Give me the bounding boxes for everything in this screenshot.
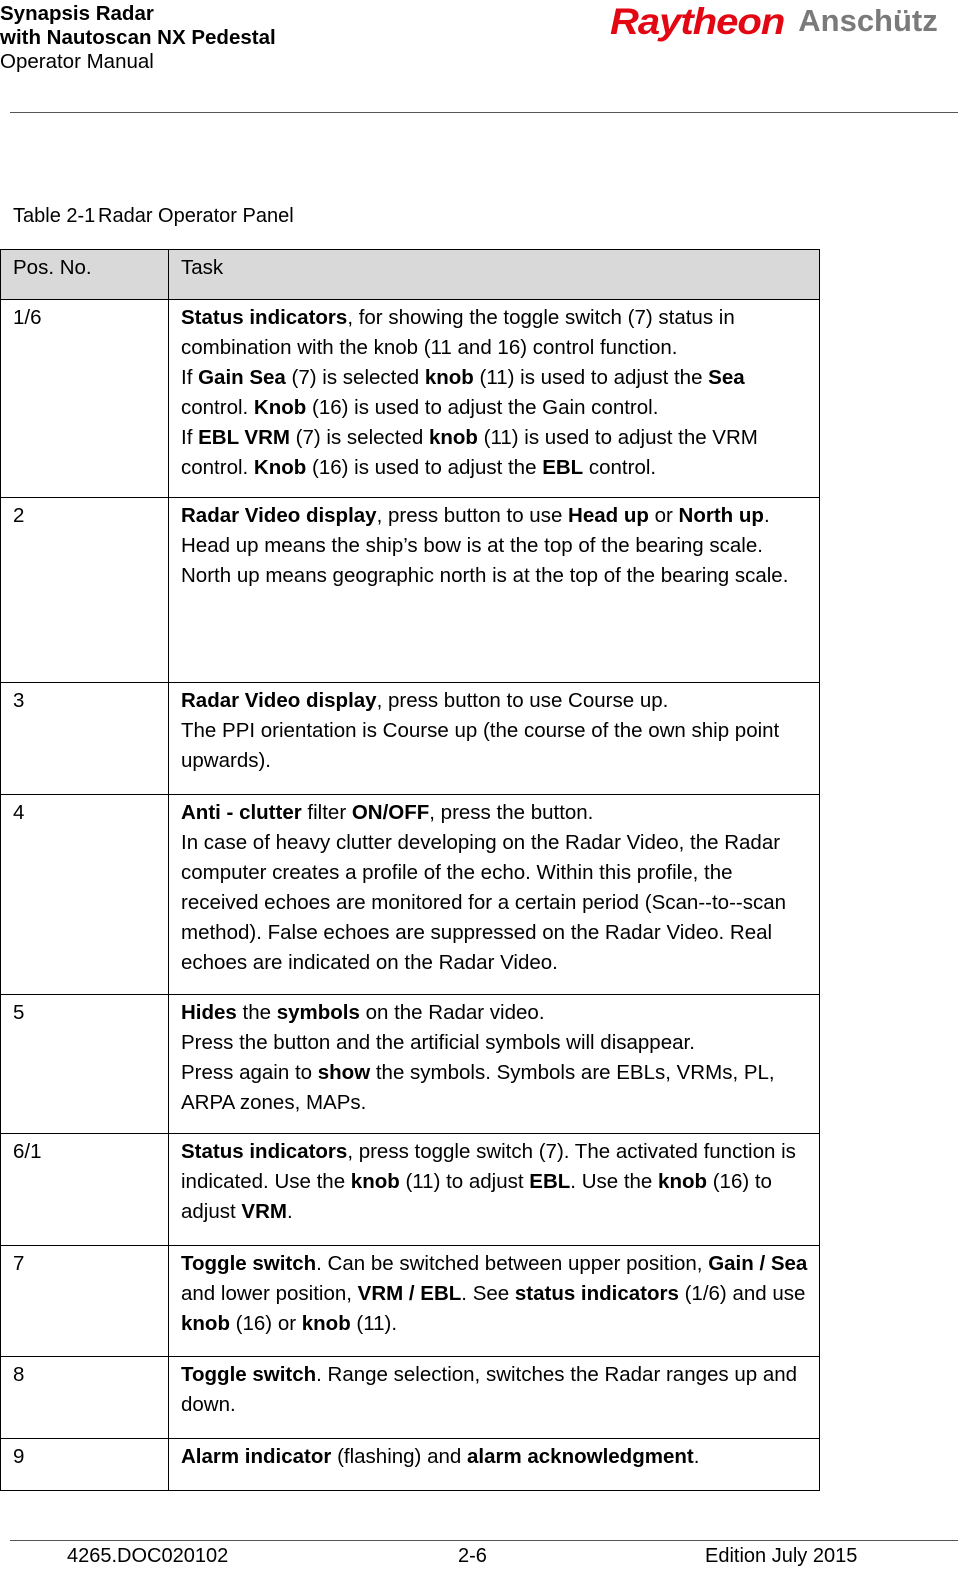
text-run: If bbox=[181, 366, 199, 389]
task-paragraph bbox=[181, 1028, 813, 1058]
bold-term: alarm acknowledgment bbox=[466, 1445, 694, 1468]
header-manual-type: Operator Manual bbox=[0, 50, 154, 73]
bold-term: Toggle switch bbox=[181, 1252, 317, 1275]
bold-term: status indicators bbox=[514, 1282, 679, 1305]
bold-term: Sea bbox=[708, 366, 745, 389]
row-task-description bbox=[169, 1246, 820, 1357]
operator-panel-table bbox=[0, 249, 820, 1491]
text-run: , press the button. bbox=[429, 801, 594, 824]
col-header-task: Task bbox=[169, 250, 820, 300]
task-paragraph bbox=[181, 716, 813, 776]
task-paragraph bbox=[181, 828, 813, 978]
table-row bbox=[1, 300, 820, 498]
text-run: Press again to bbox=[181, 1061, 318, 1084]
text-run: . bbox=[763, 504, 770, 527]
text-run: (flashing) and bbox=[331, 1445, 467, 1468]
bold-term: EBL VRM bbox=[198, 426, 290, 449]
task-paragraph bbox=[181, 501, 813, 531]
footer-edition: Edition July 2015 bbox=[705, 1545, 858, 1567]
bold-term: Hides bbox=[181, 1001, 237, 1024]
logo-brand: Raytheon bbox=[610, 1, 785, 43]
row-task-description bbox=[169, 683, 820, 795]
text-run: , press toggle switch (7). The activated function is indicated. Use the bbox=[181, 1140, 796, 1193]
task-paragraph bbox=[181, 1360, 813, 1420]
text-run: control. bbox=[181, 396, 254, 419]
bold-term: knob bbox=[301, 1312, 351, 1335]
text-run: the bbox=[236, 1001, 277, 1024]
bold-term: Anti - clutter bbox=[181, 801, 302, 824]
bold-term: knob bbox=[181, 1312, 230, 1335]
bold-term: Radar Video display bbox=[181, 504, 377, 527]
row-position-number: 8 bbox=[1, 1357, 169, 1439]
bold-term: Knob bbox=[253, 456, 307, 479]
table-number: Table 2-1 bbox=[13, 205, 96, 227]
task-paragraph bbox=[181, 423, 813, 483]
bold-term: Gain Sea bbox=[198, 366, 286, 389]
text-run: the symbols. Symbols are EBLs, VRMs, PL, ARPA zones, MAPs. bbox=[181, 1061, 775, 1114]
text-run: (11). bbox=[350, 1312, 398, 1335]
bold-term: VRM / EBL bbox=[357, 1282, 462, 1305]
table-caption bbox=[13, 205, 294, 228]
text-run: (1/6) and use bbox=[678, 1282, 806, 1305]
task-paragraph bbox=[181, 1442, 813, 1472]
footer-page-number: 2-6 bbox=[458, 1545, 487, 1567]
bold-term: VRM bbox=[241, 1200, 287, 1223]
table-row bbox=[1, 1134, 820, 1246]
row-task-description bbox=[169, 995, 820, 1134]
text-run: (11) to adjust bbox=[399, 1170, 530, 1193]
table-row bbox=[1, 995, 820, 1134]
text-run: (16) or bbox=[229, 1312, 302, 1335]
text-run: (11) is used to adjust the bbox=[473, 366, 709, 389]
table-row bbox=[1, 795, 820, 995]
text-run: . Can be switched between upper position, bbox=[316, 1252, 709, 1275]
text-run: (11) is used to adjust the VRM control. bbox=[181, 426, 758, 479]
bold-term: Alarm indicator bbox=[181, 1445, 332, 1468]
text-run: or bbox=[648, 504, 679, 527]
header-product: Synapsis Radar bbox=[0, 2, 154, 25]
text-run: (16) is used to adjust the Gain control. bbox=[306, 396, 659, 419]
text-run: , for showing the toggle switch (7) status in combination with the knob (11 and 16) control function. bbox=[181, 306, 735, 359]
task-paragraph bbox=[181, 363, 813, 423]
text-run: . See bbox=[461, 1282, 515, 1305]
table-body bbox=[1, 300, 820, 1491]
text-run: . bbox=[286, 1200, 293, 1223]
row-task-description bbox=[169, 498, 820, 683]
task-paragraph bbox=[181, 798, 813, 828]
row-position-number: 7 bbox=[1, 1246, 169, 1357]
row-task-description bbox=[169, 300, 820, 498]
col-header-pos: Pos. No. bbox=[1, 250, 169, 300]
task-paragraph bbox=[181, 998, 813, 1028]
bold-term: Gain / Sea bbox=[708, 1252, 808, 1275]
text-run: North up means geographic north is at the top of the bearing scale. bbox=[181, 564, 789, 587]
bold-term: knob bbox=[424, 366, 474, 389]
bold-term: Status indicators bbox=[181, 1140, 348, 1163]
text-run: . bbox=[693, 1445, 700, 1468]
text-run: If bbox=[181, 426, 199, 449]
table-header-row bbox=[1, 250, 820, 300]
table-row bbox=[1, 1439, 820, 1491]
bold-term: knob bbox=[350, 1170, 400, 1193]
text-run: Head up means the ship’s bow is at the top of the bearing scale. bbox=[181, 534, 763, 557]
text-run: control. bbox=[583, 456, 657, 479]
row-position-number: 4 bbox=[1, 795, 169, 995]
row-task-description bbox=[169, 1134, 820, 1246]
bold-term: show bbox=[317, 1061, 371, 1084]
text-run: on the Radar video. bbox=[359, 1001, 545, 1024]
row-task-description bbox=[169, 795, 820, 995]
task-paragraph bbox=[181, 561, 813, 591]
footer-doc-id: 4265.DOC020102 bbox=[67, 1545, 229, 1567]
task-paragraph bbox=[181, 1249, 813, 1339]
bold-term: Knob bbox=[253, 396, 307, 419]
text-run: (7) is selected bbox=[289, 426, 429, 449]
row-position-number: 3 bbox=[1, 683, 169, 795]
text-run: (16) to adjust bbox=[181, 1170, 772, 1223]
text-run: and lower position, bbox=[181, 1282, 358, 1305]
logo-sub: Anschütz bbox=[798, 3, 938, 38]
table-row bbox=[1, 1246, 820, 1357]
text-run: (7) is selected bbox=[285, 366, 425, 389]
bold-term: knob bbox=[428, 426, 478, 449]
bold-term: Radar Video display bbox=[181, 689, 377, 712]
bold-term: ON/OFF bbox=[351, 801, 430, 824]
bold-term: Status indicators bbox=[181, 306, 348, 329]
table-row bbox=[1, 498, 820, 683]
bold-term: North up bbox=[678, 504, 764, 527]
task-paragraph bbox=[181, 1137, 813, 1227]
bold-term: EBL bbox=[529, 1170, 571, 1193]
task-paragraph bbox=[181, 303, 813, 363]
table-row bbox=[1, 683, 820, 795]
bold-term: Toggle switch bbox=[181, 1363, 317, 1386]
row-task-description bbox=[169, 1439, 820, 1491]
text-run: In case of heavy clutter developing on the Radar Video, the Radar computer creates a profile of the echo. Within this profile, the received echoes are monitored for a certain period (Scan--to--scan method). False echoes are suppressed on the Radar Video. Real echoes are indicated on the Radar Video. bbox=[181, 831, 787, 974]
row-position-number: 9 bbox=[1, 1439, 169, 1491]
bold-term: EBL bbox=[542, 456, 584, 479]
bold-term: Head up bbox=[568, 504, 649, 527]
row-position-number: 1/6 bbox=[1, 300, 169, 498]
text-run: filter bbox=[301, 801, 352, 824]
text-run: Press the button and the artificial symbols will disappear. bbox=[181, 1031, 695, 1054]
text-run: , press button to use bbox=[376, 504, 569, 527]
row-position-number: 5 bbox=[1, 995, 169, 1134]
row-position-number: 6/1 bbox=[1, 1134, 169, 1246]
bold-term: symbols bbox=[276, 1001, 360, 1024]
task-paragraph bbox=[181, 1058, 813, 1118]
text-run: The PPI orientation is Course up (the course of the own ship point upwards). bbox=[181, 719, 780, 772]
row-task-description bbox=[169, 1357, 820, 1439]
row-position-number: 2 bbox=[1, 498, 169, 683]
header-pedestal: with Nautoscan NX Pedestal bbox=[0, 26, 276, 49]
bold-term: knob bbox=[658, 1170, 708, 1193]
table-row bbox=[1, 1357, 820, 1439]
table-title: Radar Operator Panel bbox=[98, 205, 294, 227]
task-paragraph bbox=[181, 531, 813, 561]
task-paragraph bbox=[181, 686, 813, 716]
footer-rule bbox=[10, 1540, 958, 1541]
header-rule bbox=[10, 112, 958, 113]
document-header bbox=[0, 2, 276, 74]
text-run: . Use the bbox=[570, 1170, 659, 1193]
text-run: (16) is used to adjust the bbox=[306, 456, 543, 479]
company-logo bbox=[610, 0, 938, 44]
text-run: . Range selection, switches the Radar ranges up and down. bbox=[181, 1363, 798, 1416]
text-run: , press button to use Course up. bbox=[376, 689, 669, 712]
